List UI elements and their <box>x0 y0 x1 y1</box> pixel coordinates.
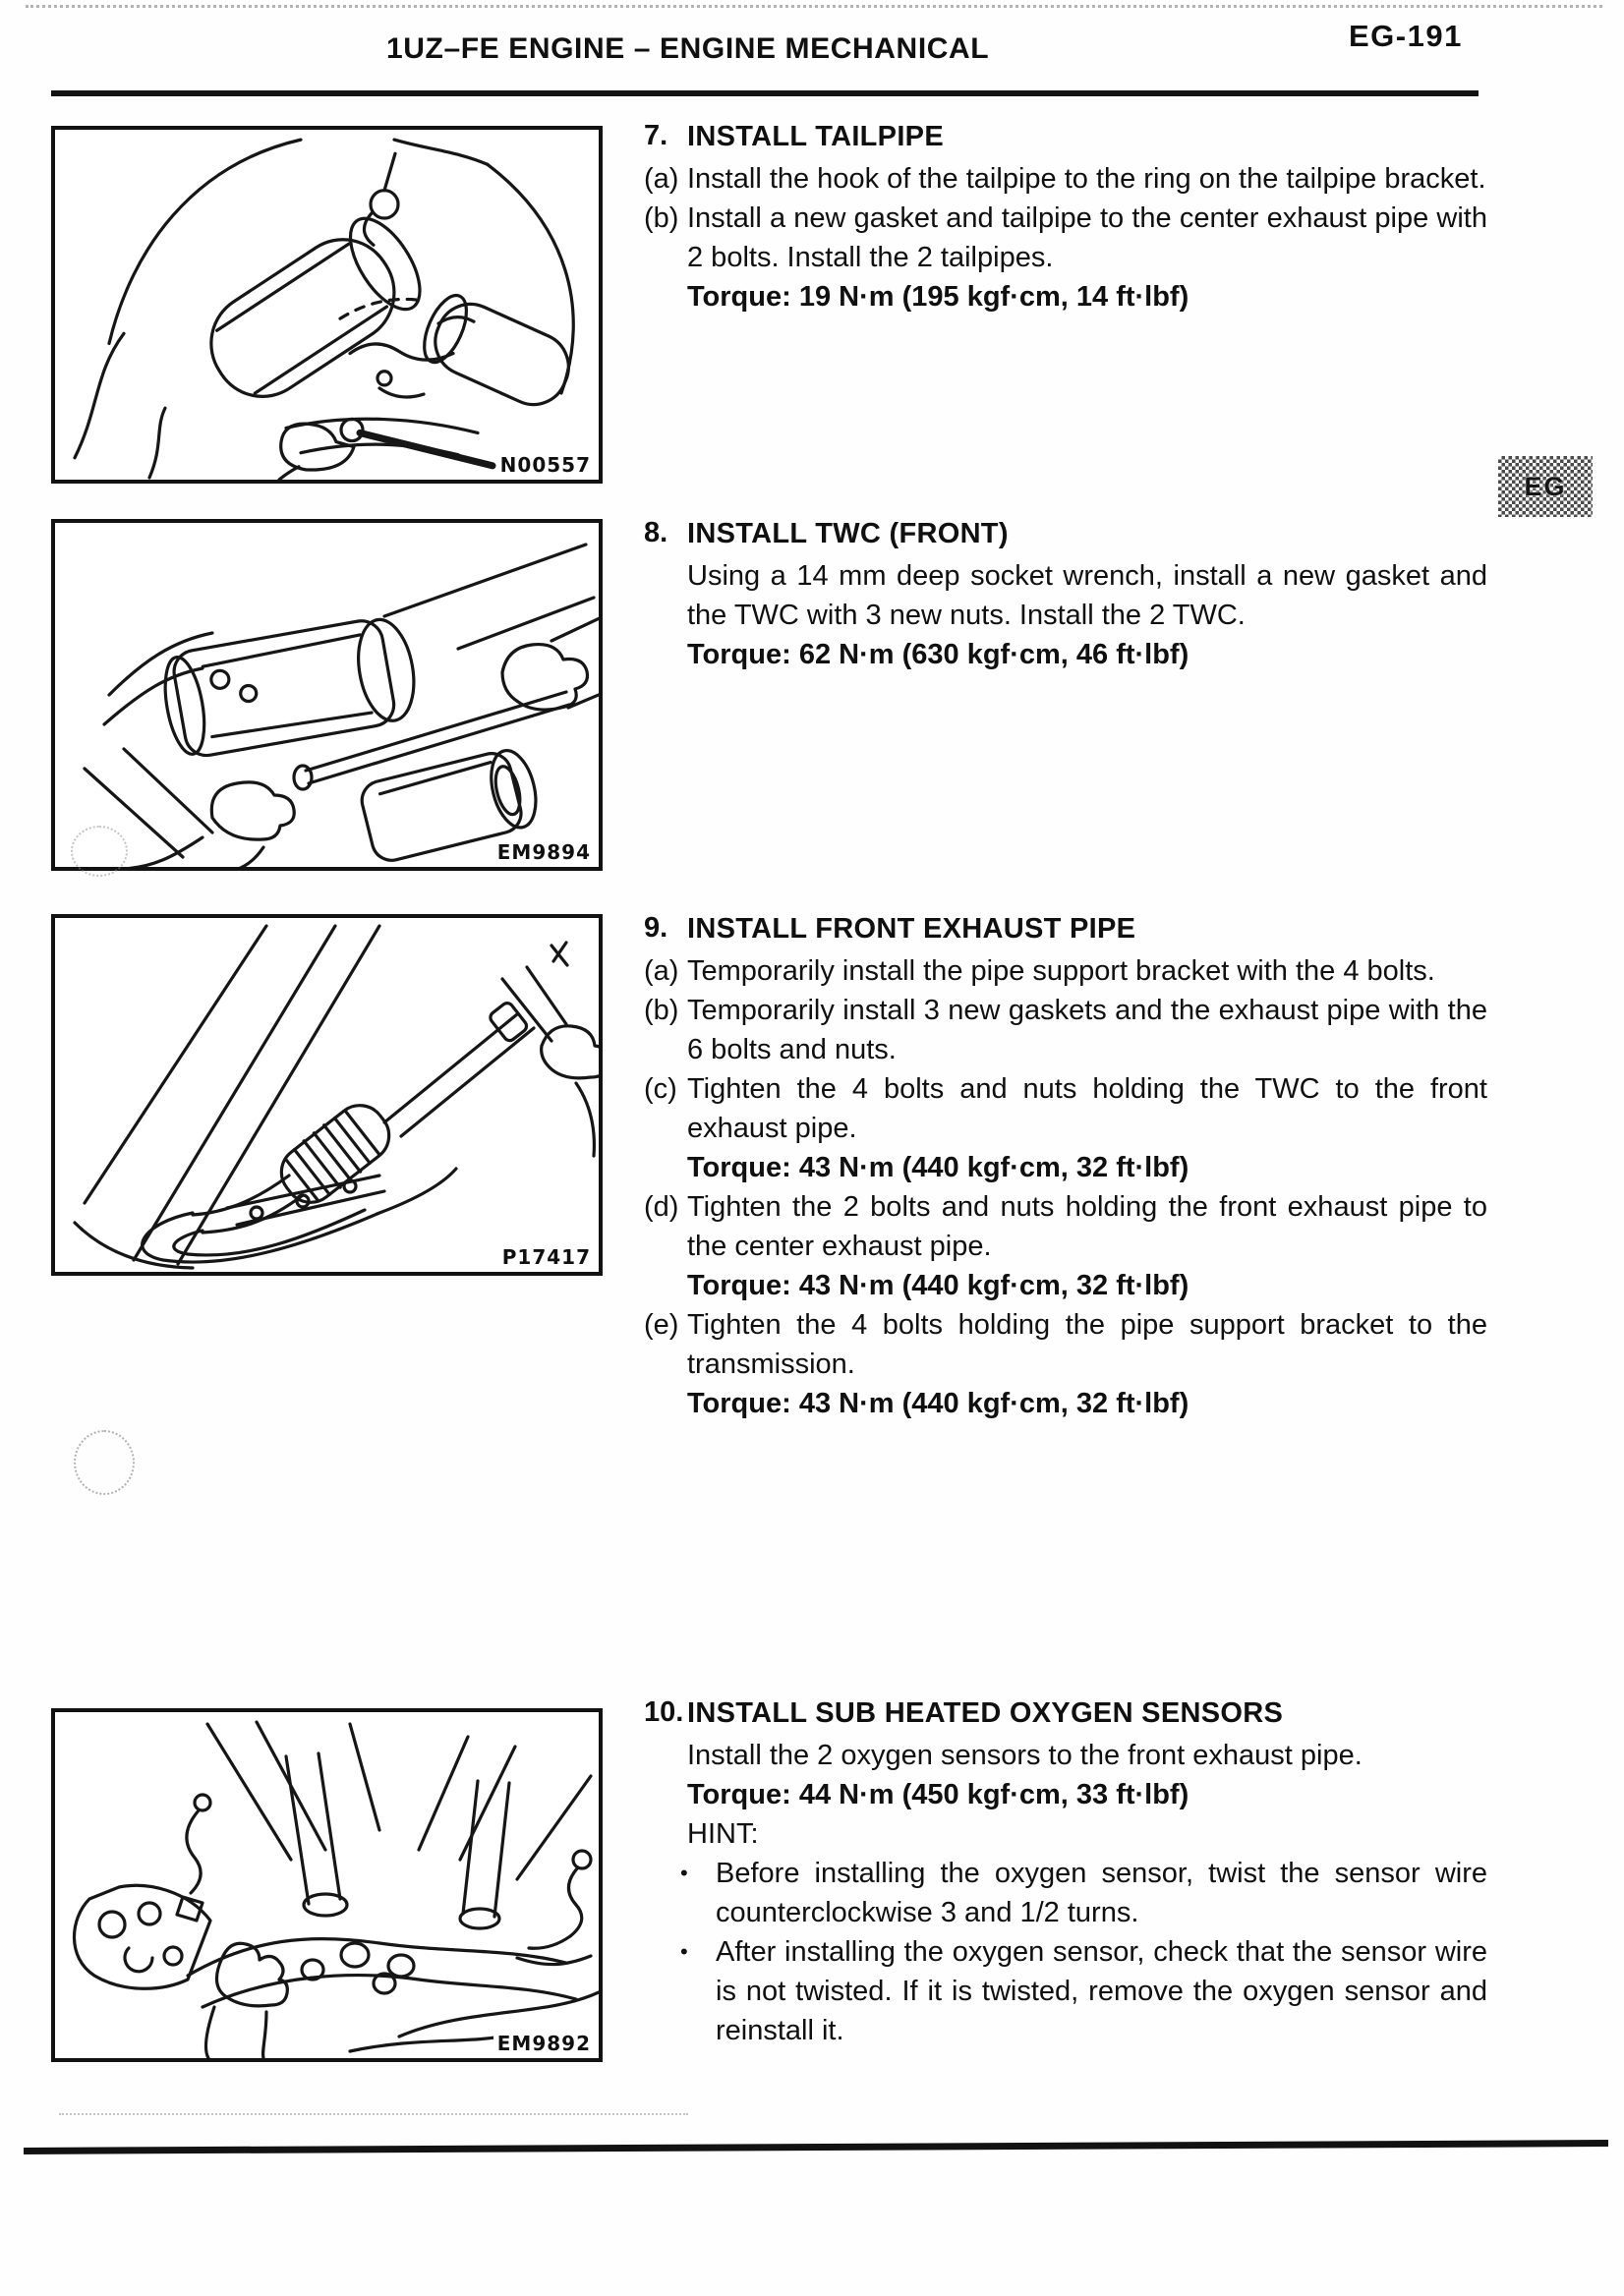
item-text: Temporarily install 3 new gaskets and the exhaust pipe with the 6 bolts and nuts. <box>687 995 1487 1065</box>
step-8-install-twc-front <box>644 513 1487 674</box>
item-text: Install the hook of the tailpipe to the ring on the tailpipe bracket. <box>687 163 1486 195</box>
step-title: INSTALL TAILPIPE <box>687 121 944 152</box>
torque-note: Torque: 43 N·m (440 kgf·cm, 32 ft·lbf) <box>687 1270 1189 1301</box>
hint-text: Before installing the oxygen sensor, twist the sensor wire counterclockwise 3 and 1/2 turns. <box>716 1858 1487 1928</box>
item-text: Tighten the 2 bolts and nuts holding the front exhaust pipe to the center exhaust pipe. <box>687 1191 1487 1262</box>
step-heading <box>644 908 1487 949</box>
bullet-icon: • <box>680 1861 688 1885</box>
bullet-icon: • <box>680 1939 688 1964</box>
instruction-item <box>644 159 1487 199</box>
footer-rule <box>24 2140 1608 2154</box>
step-number: 7. <box>644 120 668 151</box>
step-9-install-front-exhaust-pipe <box>644 908 1487 1423</box>
item-marker: (b) <box>644 995 679 1026</box>
page-number: EG-191 <box>1349 19 1463 53</box>
item-marker: (c) <box>644 1073 677 1105</box>
figure-code: N00557 <box>496 453 591 477</box>
item-text: Install the 2 oxygen sensors to the front exhaust pipe. <box>687 1740 1363 1771</box>
step-number: 8. <box>644 517 668 548</box>
torque-note: Torque: 44 N·m (450 kgf·cm, 33 ft·lbf) <box>687 1779 1189 1810</box>
step-number: 10. <box>644 1696 684 1728</box>
instruction-item <box>644 951 1487 991</box>
item-text: Install a new gasket and tailpipe to the center exhaust pipe with 2 bolts. Install the 2 tailpipes. <box>687 202 1487 273</box>
torque-note: Torque: 19 N·m (195 kgf·cm, 14 ft·lbf) <box>687 281 1189 313</box>
scan-artifact-circle <box>71 826 128 877</box>
tailpipe-line-art <box>55 130 599 480</box>
item-marker: (d) <box>644 1191 679 1223</box>
step-heading <box>644 1693 1487 1734</box>
oxygen-sensor-line-art <box>55 1712 599 2058</box>
figure-code: P17417 <box>498 1245 591 1269</box>
hint-text: After installing the oxygen sensor, check that the sensor wire is not twisted. If it is twisted, remove the oxygen sensor and reinstall it. <box>716 1936 1487 2046</box>
step-heading <box>644 116 1487 157</box>
figure-front-exhaust-pipe-illustration <box>51 914 603 1276</box>
item-marker: (a) <box>644 955 679 987</box>
eg-section-tab-label: EG <box>1524 471 1567 501</box>
figure-code: EM9892 <box>493 2032 591 2055</box>
hint-item <box>644 1854 1487 1932</box>
step-heading <box>644 513 1487 554</box>
twc-line-art <box>55 523 599 867</box>
scan-artifact-bottom-dots <box>59 2113 688 2115</box>
figure-code: EM9894 <box>493 840 591 864</box>
step-10-install-oxygen-sensors <box>644 1693 1487 2050</box>
hint-label: HINT: <box>687 1818 759 1850</box>
item-marker: (b) <box>644 202 679 234</box>
torque-note: Torque: 43 N·m (440 kgf·cm, 32 ft·lbf) <box>687 1388 1189 1419</box>
item-marker: (e) <box>644 1309 679 1341</box>
item-text: Tighten the 4 bolts and nuts holding the TWC to the front exhaust pipe. <box>687 1073 1487 1144</box>
torque-note: Torque: 43 N·m (440 kgf·cm, 32 ft·lbf) <box>687 1152 1189 1183</box>
header-rule <box>51 90 1479 96</box>
item-text: Using a 14 mm deep socket wrench, install a new gasket and the TWC with 3 new nuts. Install the 2 TWC. <box>687 560 1487 631</box>
step-title: INSTALL SUB HEATED OXYGEN SENSORS <box>687 1697 1284 1729</box>
front-exhaust-pipe-line-art <box>55 918 599 1272</box>
instruction-item <box>644 556 1487 635</box>
item-marker: (a) <box>644 163 679 195</box>
torque-note: Torque: 62 N·m (630 kgf·cm, 46 ft·lbf) <box>687 639 1189 670</box>
scan-artifact-top-dots <box>26 5 1602 8</box>
figure-tailpipe-illustration <box>51 126 603 484</box>
scan-artifact-circle <box>74 1430 135 1495</box>
instruction-item <box>644 1187 1487 1266</box>
step-title: INSTALL FRONT EXHAUST PIPE <box>687 913 1136 945</box>
step-7-install-tailpipe <box>644 116 1487 316</box>
instruction-item <box>644 1305 1487 1384</box>
figure-oxygen-sensor-illustration <box>51 1708 603 2062</box>
instruction-item <box>644 199 1487 277</box>
instruction-item <box>644 1069 1487 1148</box>
hint-item <box>644 1932 1487 2050</box>
instruction-item <box>644 991 1487 1069</box>
item-marker <box>644 556 687 635</box>
item-text: Tighten the 4 bolts holding the pipe support bracket to the transmission. <box>687 1309 1487 1380</box>
figure-twc-illustration <box>51 519 603 871</box>
page-title: 1UZ–FE ENGINE – ENGINE MECHANICAL <box>386 32 990 65</box>
eg-section-tab <box>1498 456 1593 517</box>
item-text: Temporarily install the pipe support bracket with the 4 bolts. <box>687 955 1435 987</box>
step-title: INSTALL TWC (FRONT) <box>687 518 1009 549</box>
step-number: 9. <box>644 912 668 944</box>
